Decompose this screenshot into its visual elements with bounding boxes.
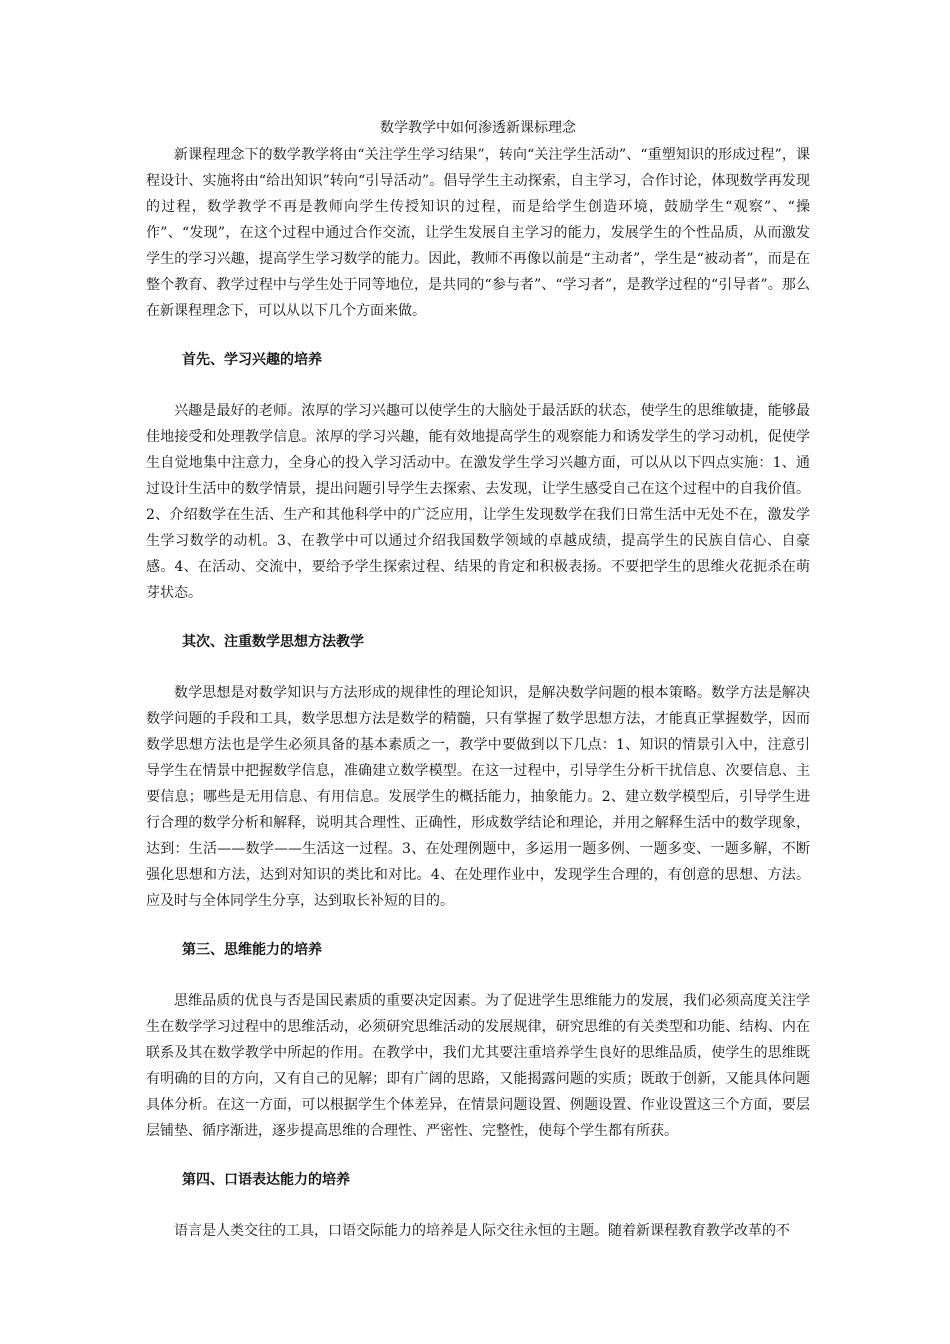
section-paragraph: 思维品质的优良与否是国民素质的重要决定因素。为了促进学生思维能力的发展，我们必须高度关注学生在数学学习过程中的思维活动，必须研究思维活动的发展规律，研究思维的有关类型和功能、结构、内在联系及其在数学教学中所起的作用。在教学中，我们尤其要注重培养学生良好的思维品质，使学生的思维既有明确的目的方向，又有自己的见解；即有广阔的思路，又能揭露问题的实质；既敢于创新，又能具体问题具体分析。在这一方面，可以根据学生个体差异，在情景问题设置、例题设置、作业设置这三个方面，要层层铺垫、循序渐进，逐步提高思维的合理性、严密性、完整性，使每个学生都有所获。 xyxy=(146,993,810,1139)
section-math-thinking-methods xyxy=(146,632,810,914)
intro-paragraph: 新课程理念下的数学教学将由“关注学生学习结果”，转向“关注学生活动”、“重塑知识的形成过程”，课程设计、实施将由“给出知识”转向“引导活动”。倡导学生主动探索，自主学习，合作讨论，体现数学再发现的过程，数学教学不再是教师向学生传授知识的过程，而是给学生创造环境，鼓励学生“观察”、“操作”、“发现”，在这个过程中通过合作交流，让学生发展自主学习的能力，发展学生的个性品质，从而激发学生的学习兴趣，提高学生学习数学的能力。因此，教师不再像以前是“主动者”，学生是“被动者”，而是在整个教育、教学过程中与学生处于同等地位，是共同的“参与者”、“学习者”，是教学过程的“引导者”。那么在新课程理念下，可以从以下几个方面来做。 xyxy=(146,147,810,319)
section-heading: 第四、口语表达能力的培养 xyxy=(182,1172,350,1188)
section-paragraph: 数学思想是对数学知识与方法形成的规律性的理论知识，是解决数学问题的根本策略。数学方法是解决数学问题的手段和工具，数学思想方法是数学的精髓，只有掌握了数学思想方法，才能真正掌握数学，因而数学思想方法也是学生必须具备的基本素质之一，教学中要做到以下几点：1、知识的情景引入中，注意引导学生在情景中把握数学信息，准确建立数学模型。在这一过程中，引导学生分析干扰信息、次要信息、主要信息；哪些是无用信息、有用信息。发展学生的概括能力，抽象能力。2、建立数学模型后，引导学生进行合理的数学分析和解释，说明其合理性、正确性，形成数学结论和理论，并用之解释生活中的数学现象，达到：生活——数学——生活这一过程。3、在处理例题中，多运用一题多例、一题多变、一题多解，不断强化思想和方法，达到对知识的类比和对比。4、在处理作业中，发现学生合理的，有创意的思想、方法。应及时与全体同学生分享，达到取长补短的目的。 xyxy=(146,685,810,909)
section-heading: 首先、学习兴趣的培养 xyxy=(182,352,322,368)
document-page xyxy=(146,118,810,1244)
section-heading: 第三、思维能力的培养 xyxy=(182,942,322,958)
section-oral-expression xyxy=(146,1170,810,1244)
section-interest xyxy=(146,350,810,606)
section-paragraph: 语言是人类交往的工具，口语交际能力的培养是人际交往永恒的主题。随着新课程教育教学改革的不 xyxy=(174,1223,790,1239)
section-paragraph: 兴趣是最好的老师。浓厚的学习兴趣可以使学生的大脑处于最活跃的状态，使学生的思维敏捷，能够最佳地接受和处理教学信息。浓厚的学习兴趣，能有效地提高学生的观察能力和诱发学生的学习动机，促使学生自觉地集中注意力，全身心的投入学习活动中。在激发学生学习兴趣方面，可以从以下四点实施：1、通过设计生活中的数学情景，提出问题引导学生去探索、去发现，让学生感受自己在这个过程中的自我价值。2、介绍数学在生活、生产和其他科学中的广泛应用，让学生发现数学在我们日常生活中无处不在，激发学生学习数学的动机。3、在教学中可以通过介绍我国数学领域的卓越成绩，提高学生的民族自信心、自豪感。4、在活动、交流中，要给予学生探索过程、结果的肯定和积极表扬。不要把学生的思维火花扼杀在萌芽状态。 xyxy=(146,403,810,601)
document-title: 数学教学中如何渗透新课标理念 xyxy=(380,120,576,136)
section-thinking-ability xyxy=(146,940,810,1144)
section-heading: 其次、注重数学思想方法教学 xyxy=(182,634,364,650)
